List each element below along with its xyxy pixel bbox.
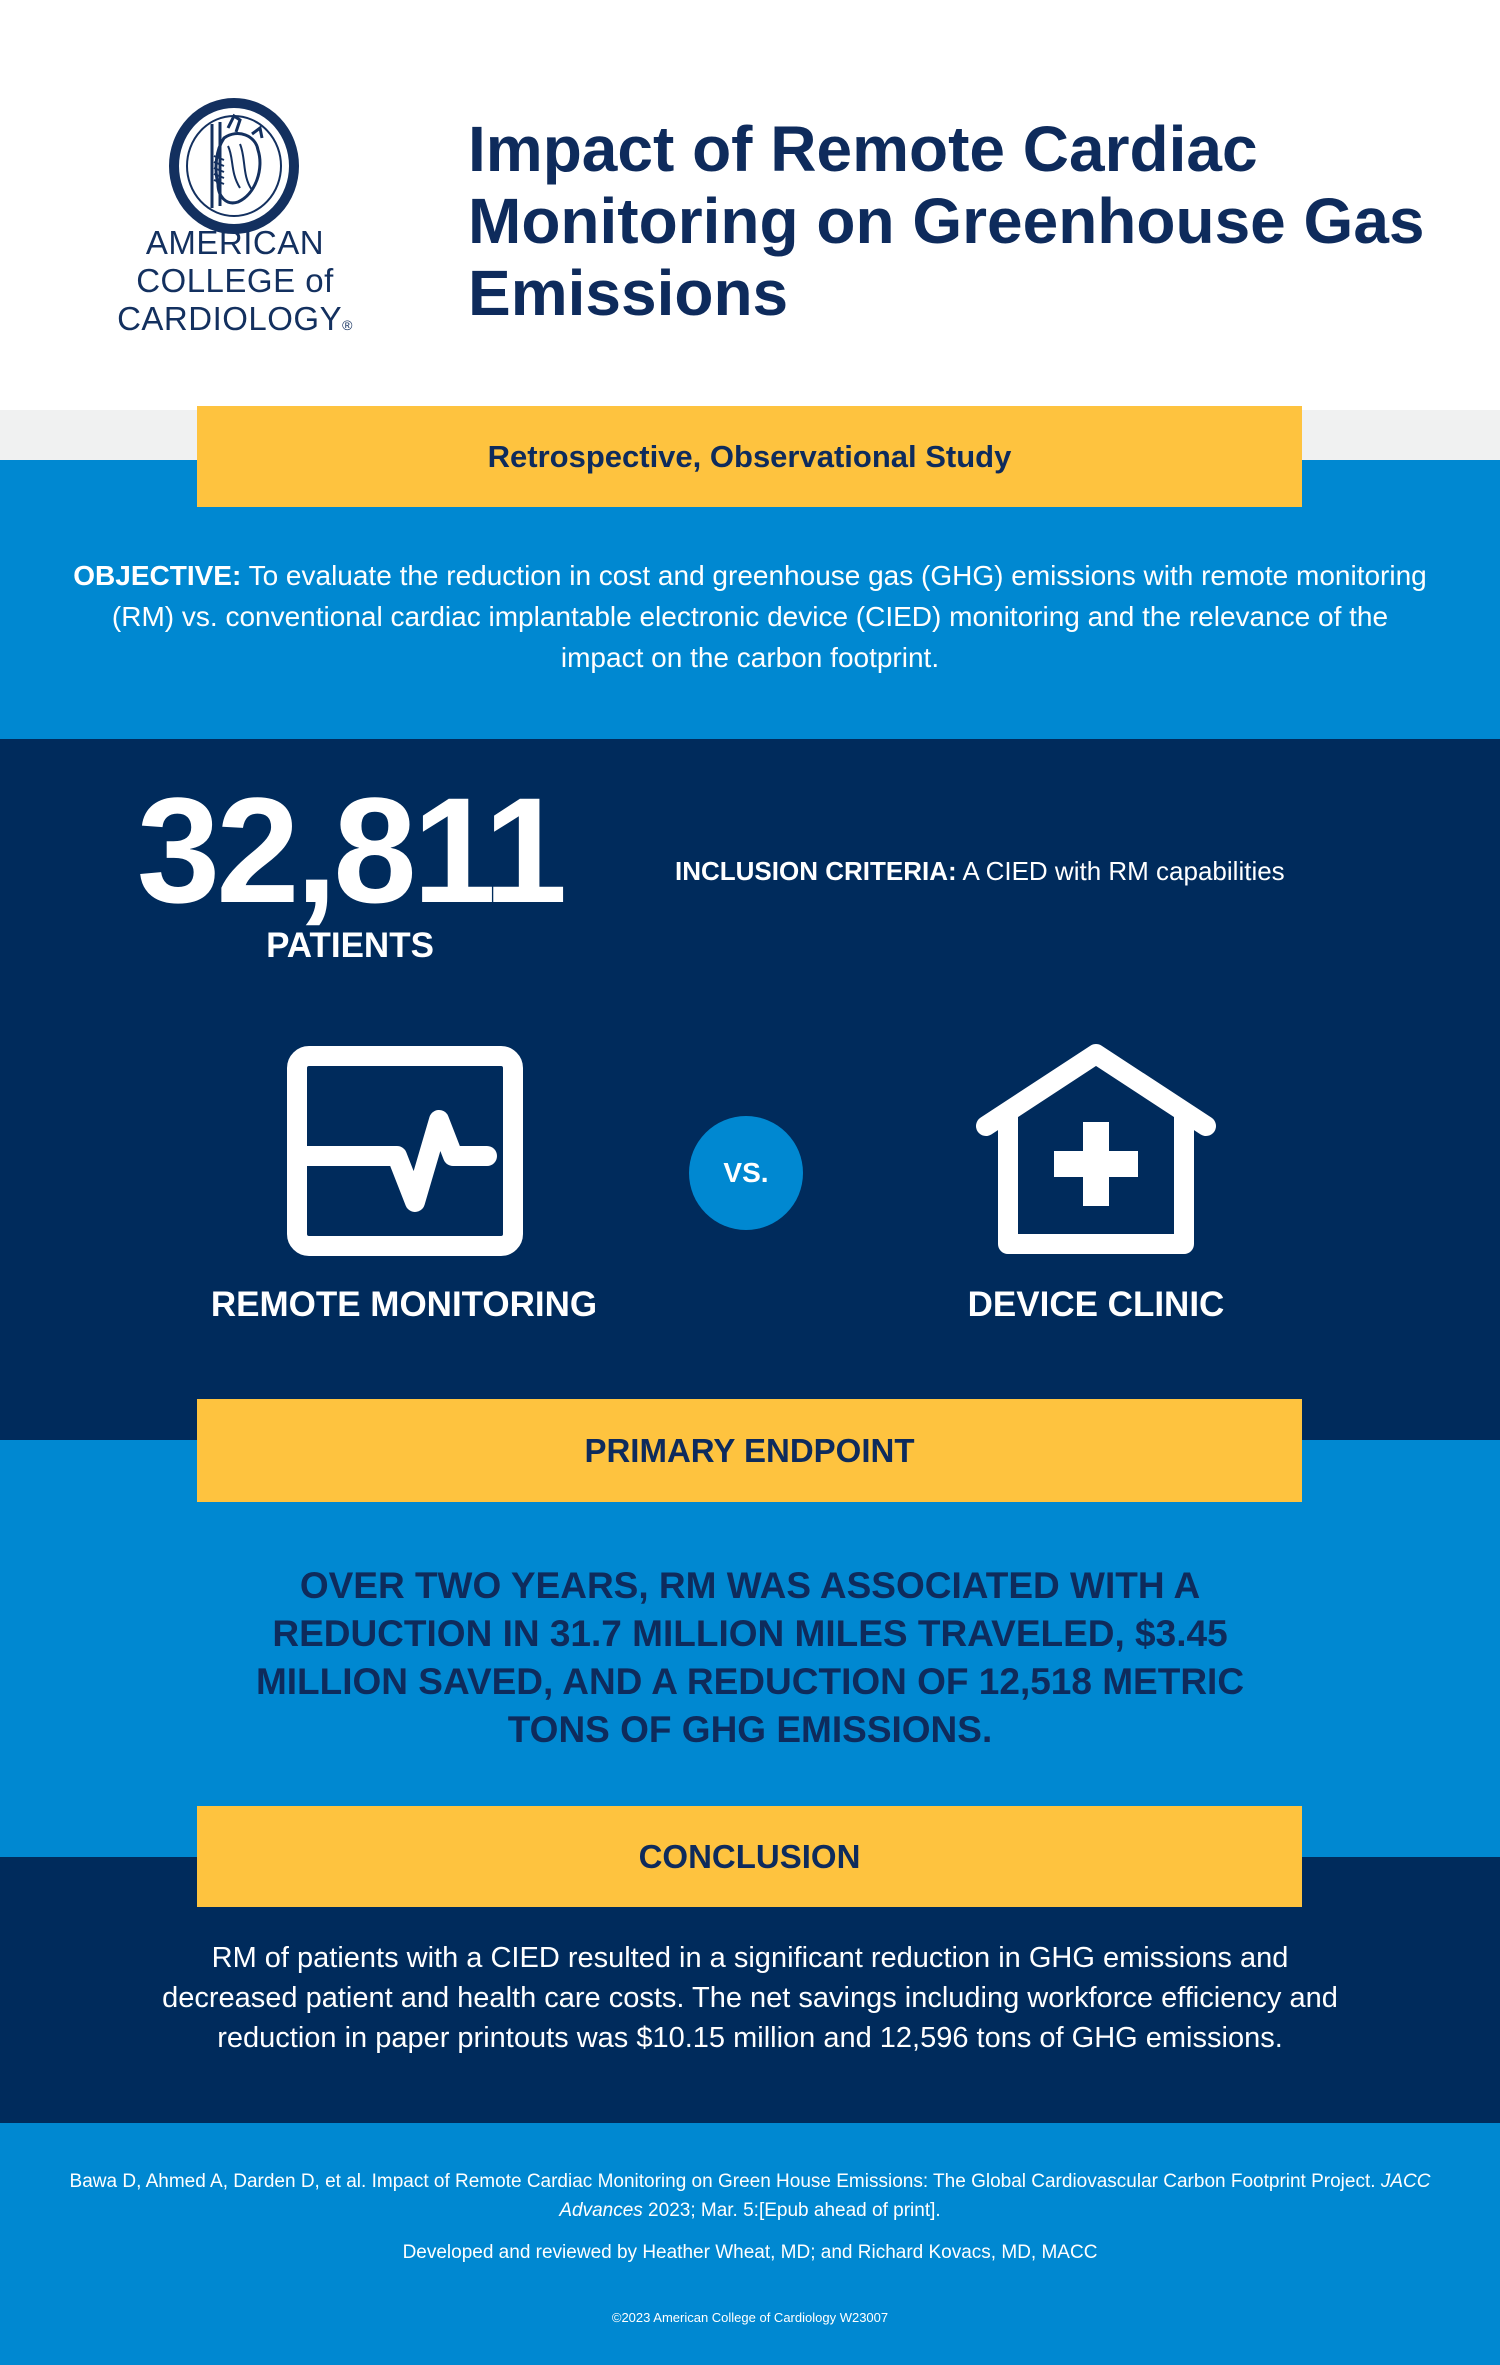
inclusion-label: INCLUSION CRITERIA:	[675, 856, 957, 886]
study-type-label: Retrospective, Observational Study	[487, 438, 1012, 474]
vs-label: VS.	[723, 1157, 769, 1188]
monitor-pulse-icon	[285, 1044, 525, 1260]
primary-endpoint-heading: PRIMARY ENDPOINT	[584, 1431, 915, 1469]
objective-text	[70, 555, 1430, 678]
copyright: ©2023 American College of Cardiology W23007	[611, 2310, 889, 2325]
primary-endpoint-text: OVER TWO YEARS, RM WAS ASSOCIATED WITH A REDUCTION IN 31.7 MILLION MILES TRAVELED, $3.45 MILLION SAVED, AND A REDUCTION OF 12,518 METRIC TONS OF GHG EMISSIONS.	[255, 1565, 1245, 1750]
citation	[60, 2167, 1440, 2225]
remote-monitoring-label: REMOTE MONITORING	[210, 1285, 598, 1324]
house-medical-cross-icon	[974, 1044, 1218, 1258]
citation-journal: JACC Advances	[559, 2171, 1431, 2221]
conclusion-banner	[197, 1806, 1302, 1907]
logo-text	[90, 224, 380, 344]
conclusion-heading: CONCLUSION	[638, 1837, 861, 1875]
study-type-banner	[197, 406, 1302, 507]
device-clinic-label: DEVICE CLINIC	[967, 1285, 1225, 1324]
logo-line-3: CARDIOLOGY®	[117, 300, 353, 337]
registered-mark: ®	[342, 317, 353, 333]
citation-authors-title: Bawa D, Ahmed A, Darden D, et al. Impact of Remote Cardiac Monitoring on Green House Emissions: The Global Cardiovascular Carbon Footprint Project.	[69, 2171, 1381, 2192]
objective-label: OBJECTIVE:	[73, 560, 242, 591]
patient-count: 32,811	[136, 766, 564, 934]
objective-body: To evaluate the reduction in cost and greenhouse gas (GHG) emissions with remote monitoring (RM) vs. conventional cardiac implantable electronic device (CIED) monitoring and the relevance of the impact on the carbon footprint.	[111, 560, 1427, 673]
heart-seal-icon	[168, 98, 300, 234]
conclusion-text: RM of patients with a CIED resulted in a significant reduction in GHG emissions and decreased patient and health care costs. The net savings including workforce efficiency and reduction in paper printouts was $10.15 million and 12,596 tons of GHG emissions.	[162, 1942, 1338, 2054]
inclusion-text: A CIED with RM capabilities	[956, 856, 1285, 886]
logo-line-1: AMERICAN	[145, 224, 325, 261]
developed-by: Developed and reviewed by Heather Wheat, MD; and Richard Kovacs, MD, MACC	[402, 2242, 1098, 2263]
vs-badge	[689, 1116, 803, 1230]
page-title: Impact of Remote Cardiac Monitoring on Greenhouse Gas Emissions	[468, 113, 1425, 329]
patient-count-unit: PATIENTS	[266, 926, 434, 965]
logo-line-2: COLLEGE of	[136, 262, 334, 299]
inclusion-criteria	[675, 856, 1285, 887]
citation-details: 2023; Mar. 5:[Epub ahead of print].	[642, 2200, 941, 2221]
primary-endpoint-banner	[197, 1399, 1302, 1502]
